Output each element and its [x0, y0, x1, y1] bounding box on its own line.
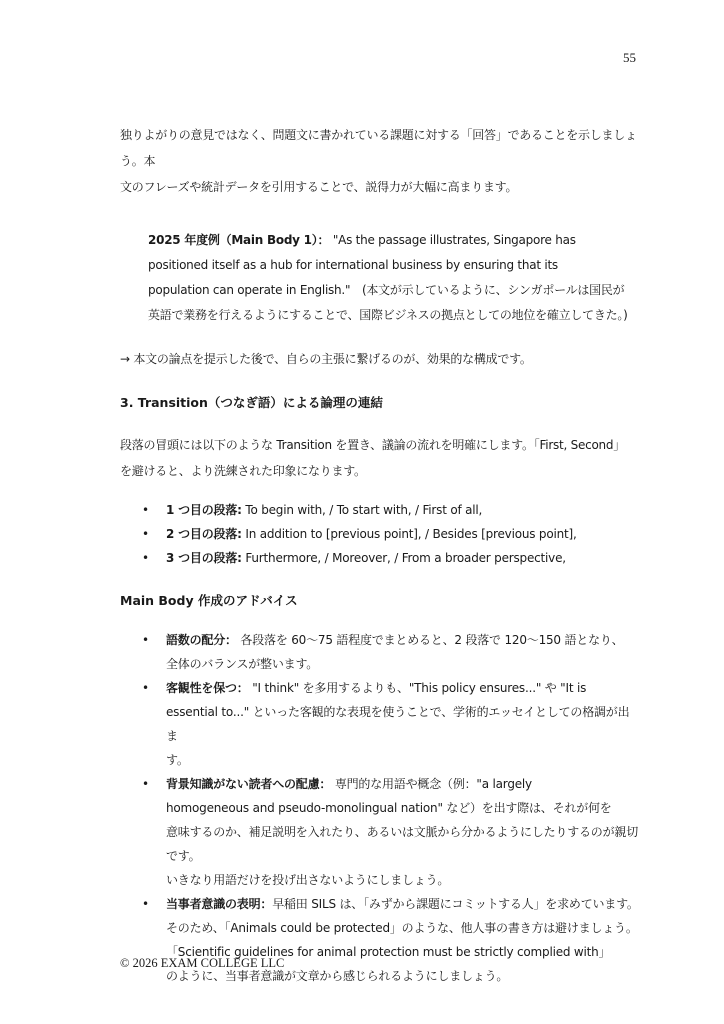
bullet-icon: • — [142, 503, 149, 517]
example-line-1 — [148, 228, 640, 253]
list-item: • 語数の配分： 各段落を 60～75 語程度でまとめると、2 段落で 120～150 語となり、 全体のバランスが整います。 — [120, 628, 640, 676]
example-label: 2025 年度例（Main Body 1）： — [148, 233, 330, 247]
intro-line-2: 文のフレーズや統計データを引用することで、説得力が大幅に高まります。 — [120, 180, 518, 194]
section-3-heading: 3. Transition（つなぎ語）による論理の連結 — [120, 395, 383, 410]
example-text-1: "As the passage illustrates, Singapore has — [332, 233, 576, 247]
arrow-note: → 本文の論点を提示した後で、自らの主張に繋げるのが、効果的な構成です。 — [120, 352, 532, 366]
section-3-text-1: 段落の冒頭には以下のような Transition を置き、議論の流れを明確にします。「First, Second」 — [120, 438, 626, 452]
section-3-text-2: を避けると、より洗練された印象になります。 — [120, 464, 366, 478]
page-number: 55 — [623, 50, 636, 65]
transition-list — [120, 498, 640, 570]
example-block — [148, 228, 640, 328]
list-item: • 背景知識がない読者への配慮： 専門的な用語や概念（例："a largely homogeneous and pseudo-monolingual nation" など）を出す際は、それが何を 意味するのか、補足説明を入れたり、あるいは文脈から分かるようにしたりするのが親切です。 いきなり用語だけを投げ出さないようにしましょう。 — [120, 772, 640, 892]
intro-line-1: 独りよがりの意見ではなく、問題文に書かれている課題に対する「回答」であることを示しましょう。本 — [120, 128, 637, 168]
example-line-3: population can operate in English." (本文が示しているように、シンガポールは国民が — [148, 283, 625, 297]
advice-heading: Main Body 作成のアドバイス — [120, 593, 298, 608]
copyright-footer: © 2026 EXAM COLLEGE LLC — [120, 956, 285, 970]
bullet-icon: • — [142, 551, 149, 565]
list-item: • 1 つ目の段落: To begin with, / To start with, / First of all, — [120, 498, 640, 522]
page-content — [120, 122, 640, 988]
bullet-icon: • — [142, 527, 149, 541]
advice-list — [120, 628, 640, 988]
list-item: • 客観性を保つ： "I think" を多用するよりも、"This policy ensures..." や "It is essential to..." といった客観的な表現を使うことで、学術的エッセイとしての格調が出ま す。 — [120, 676, 640, 772]
list-item: • 3 つ目の段落: Furthermore, / Moreover, / From a broader perspective, — [120, 546, 640, 570]
list-item: • 2 つ目の段落: In addition to [previous point], / Besides [previous point], — [120, 522, 640, 546]
list-item: • 当事者意識の表明：早稲田 SILS は、「みずから課題にコミットする人」を求めています。 そのため、「Animals could be protected」のような、他人事の書き方は避けましょう。 「Scientific guidelines for animal protection must be strictly complied with」 のように、当事者意識が文章から感じられるようにしましょう。 — [120, 892, 640, 988]
example-line-2: positioned itself as a hub for international business by ensuring that its — [148, 258, 558, 272]
bullet-icon: • — [142, 897, 149, 911]
bullet-icon: • — [142, 777, 149, 791]
example-line-4: 英語で業務を行えるようにすることで、国際ビジネスの拠点としての地位を確立してきた。) — [148, 308, 628, 322]
bullet-icon: • — [142, 681, 149, 695]
bullet-icon: • — [142, 633, 149, 647]
